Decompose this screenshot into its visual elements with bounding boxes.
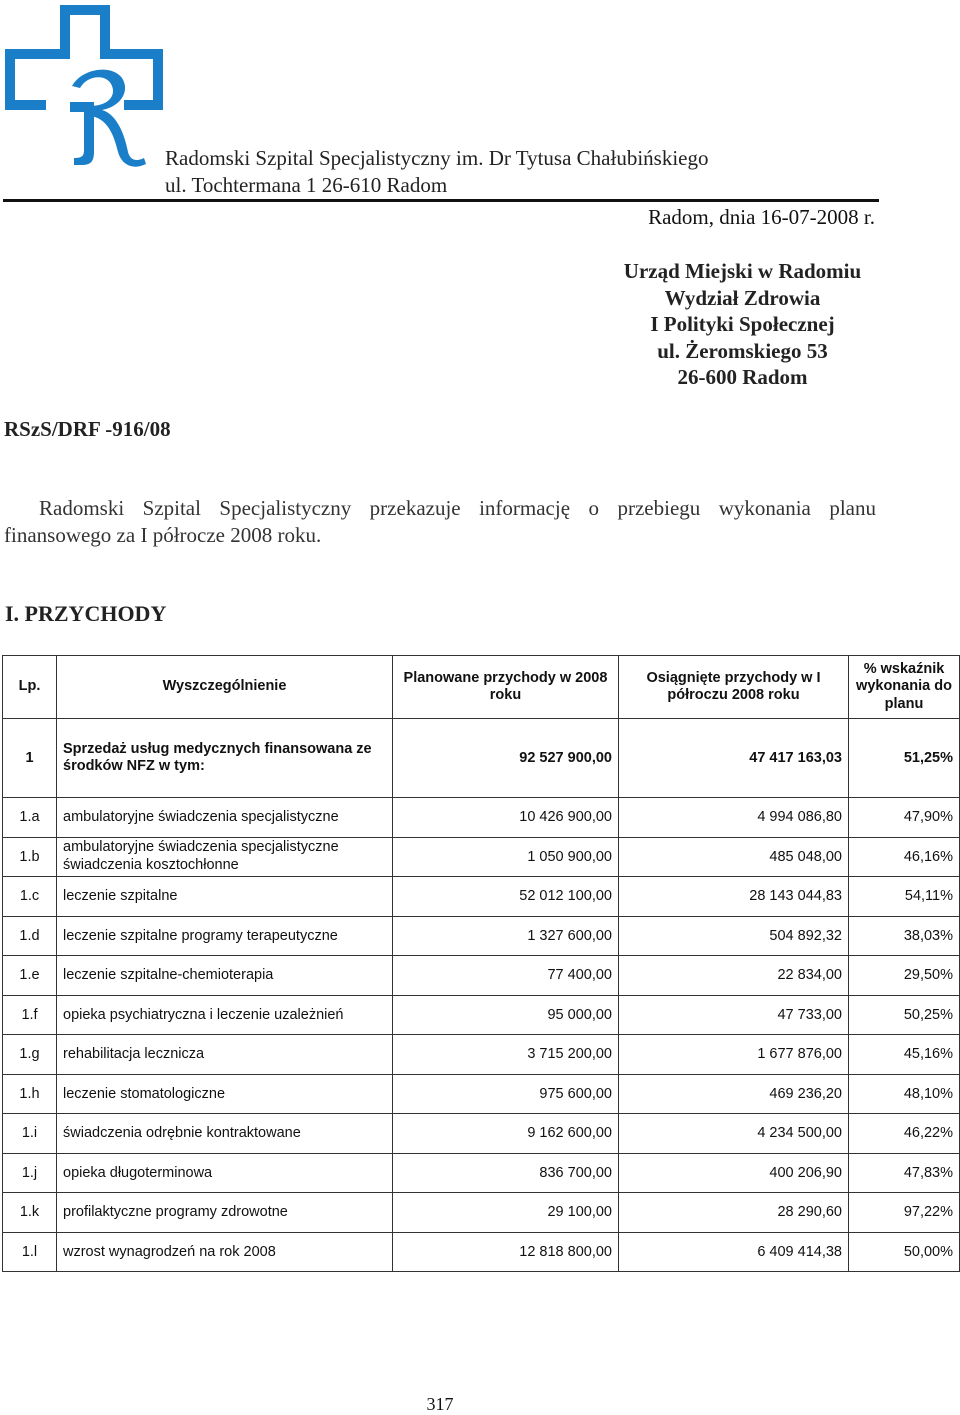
cell-ratio: 47,83% [849,1153,960,1193]
table-row [3,956,960,996]
table-row [3,995,960,1035]
cell-achieved: 4 234 500,00 [619,1114,849,1154]
cell-lp: 1.g [3,1035,57,1075]
cell-description: profilaktyczne programy zdrowotne [57,1193,393,1233]
cell-planned: 92 527 900,00 [393,719,619,798]
reference-number: RSzS/DRF -916/08 [4,417,171,441]
cell-ratio: 97,22% [849,1193,960,1233]
cell-lp: 1.j [3,1153,57,1193]
cell-lp: 1.l [3,1232,57,1272]
cell-ratio: 54,11% [849,877,960,917]
table-row [3,1153,960,1193]
cell-lp: 1.b [3,837,57,877]
hospital-address: ul. Tochtermana 1 26-610 Radom [165,173,448,197]
cell-description: leczenie stomatologiczne [57,1074,393,1114]
recipient-line: I Polityki Społecznej [650,312,835,336]
cell-lp: 1 [3,719,57,798]
cell-planned: 77 400,00 [393,956,619,996]
cell-lp: 1.k [3,1193,57,1233]
cell-achieved: 1 677 876,00 [619,1035,849,1075]
cell-ratio: 46,16% [849,837,960,877]
cell-ratio: 47,90% [849,798,960,838]
cell-description: ambulatoryjne świadczenia specjalistyczne [57,798,393,838]
cell-achieved: 22 834,00 [619,956,849,996]
cell-description: Sprzedaż usług medycznych finansowana ze środków NFZ w tym: [57,719,393,798]
cell-achieved: 469 236,20 [619,1074,849,1114]
header-divider [3,199,879,202]
cell-planned: 836 700,00 [393,1153,619,1193]
cell-ratio: 46,22% [849,1114,960,1154]
recipient-line: 26-600 Radom [677,365,808,389]
table-row [3,1114,960,1154]
income-table [2,655,960,1272]
cell-achieved: 485 048,00 [619,837,849,877]
table-row-total [3,719,960,798]
cell-achieved: 28 290,60 [619,1193,849,1233]
cell-ratio: 50,00% [849,1232,960,1272]
letter-date: Radom, dnia 16-07-2008 r. [648,205,875,229]
cell-ratio: 50,25% [849,995,960,1035]
cell-ratio: 29,50% [849,956,960,996]
cell-ratio: 38,03% [849,916,960,956]
cell-planned: 1 327 600,00 [393,916,619,956]
cell-planned: 1 050 900,00 [393,837,619,877]
recipient-line: Wydział Zdrowia [664,285,821,310]
intro-paragraph: Radomski Szpital Specjalistyczny przekazuje informację o przebiegu wykonania planu finansowego za I półrocze 2008 roku. [4,496,876,547]
cell-description: opieka długoterminowa [57,1153,393,1193]
table-row [3,1232,960,1272]
table-row [3,1035,960,1075]
table-row [3,1193,960,1233]
cell-lp: 1.a [3,798,57,838]
cell-lp: 1.d [3,916,57,956]
cell-description: rehabilitacja lecznicza [57,1035,393,1075]
table-row [3,877,960,917]
header-achieved: Osiągnięte przychody w I półroczu 2008 roku [619,656,849,719]
cell-description-line: świadczenia kosztochłonne [63,856,239,873]
cell-planned: 3 715 200,00 [393,1035,619,1075]
cell-lp: 1.f [3,995,57,1035]
hospital-logo-icon [2,2,168,168]
cell-description: świadczenia odrębnie kontraktowane [57,1114,393,1154]
cell-achieved: 28 143 044,83 [619,877,849,917]
cell-planned: 9 162 600,00 [393,1114,619,1154]
cell-description [57,837,393,877]
cell-lp: 1.h [3,1074,57,1114]
cell-description: opieka psychiatryczna i leczenie uzależnień [57,995,393,1035]
cell-description: wzrost wynagrodzeń na rok 2008 [57,1232,393,1272]
cell-planned: 52 012 100,00 [393,877,619,917]
cell-achieved: 47 417 163,03 [619,719,849,798]
cell-lp: 1.i [3,1114,57,1154]
cell-achieved: 4 994 086,80 [619,798,849,838]
header-ratio: % wskaźnik wykonania do planu [849,656,960,719]
cell-planned: 975 600,00 [393,1074,619,1114]
recipient-line: ul. Żeromskiego 53 [657,338,828,363]
cell-achieved: 400 206,90 [619,1153,849,1193]
cell-achieved: 504 892,32 [619,916,849,956]
cell-description: leczenie szpitalne-chemioterapia [57,956,393,996]
table-row [3,916,960,956]
table-row [3,798,960,838]
cell-description: leczenie szpitalne [57,877,393,917]
cell-ratio: 45,16% [849,1035,960,1075]
header-planned: Planowane przychody w 2008 roku [393,656,619,719]
hospital-name: Radomski Szpital Specjalistyczny im. Dr Tytusa Chałubińskiego [165,146,709,170]
cell-planned: 10 426 900,00 [393,798,619,838]
table-row [3,1074,960,1114]
table-row [3,837,960,877]
cell-ratio: 48,10% [849,1074,960,1114]
header-description: Wyszczególnienie [57,656,393,719]
recipient-address [560,258,925,391]
cell-description-line: ambulatoryjne świadczenia specjalistyczne [63,839,339,856]
recipient-line: Urząd Miejski w Radomiu [623,259,862,283]
cell-lp: 1.e [3,956,57,996]
cell-achieved: 6 409 414,38 [619,1232,849,1272]
cell-lp: 1.c [3,877,57,917]
header-lp: Lp. [3,656,57,719]
cell-planned: 12 818 800,00 [393,1232,619,1272]
cell-description: leczenie szpitalne programy terapeutyczne [57,916,393,956]
section-title: I. PRZYCHODY [5,601,167,626]
cell-planned: 29 100,00 [393,1193,619,1233]
cell-planned: 95 000,00 [393,995,619,1035]
table-header-row [3,656,960,719]
page-number: 317 [426,1394,454,1414]
cell-achieved: 47 733,00 [619,995,849,1035]
cell-ratio: 51,25% [849,719,960,798]
